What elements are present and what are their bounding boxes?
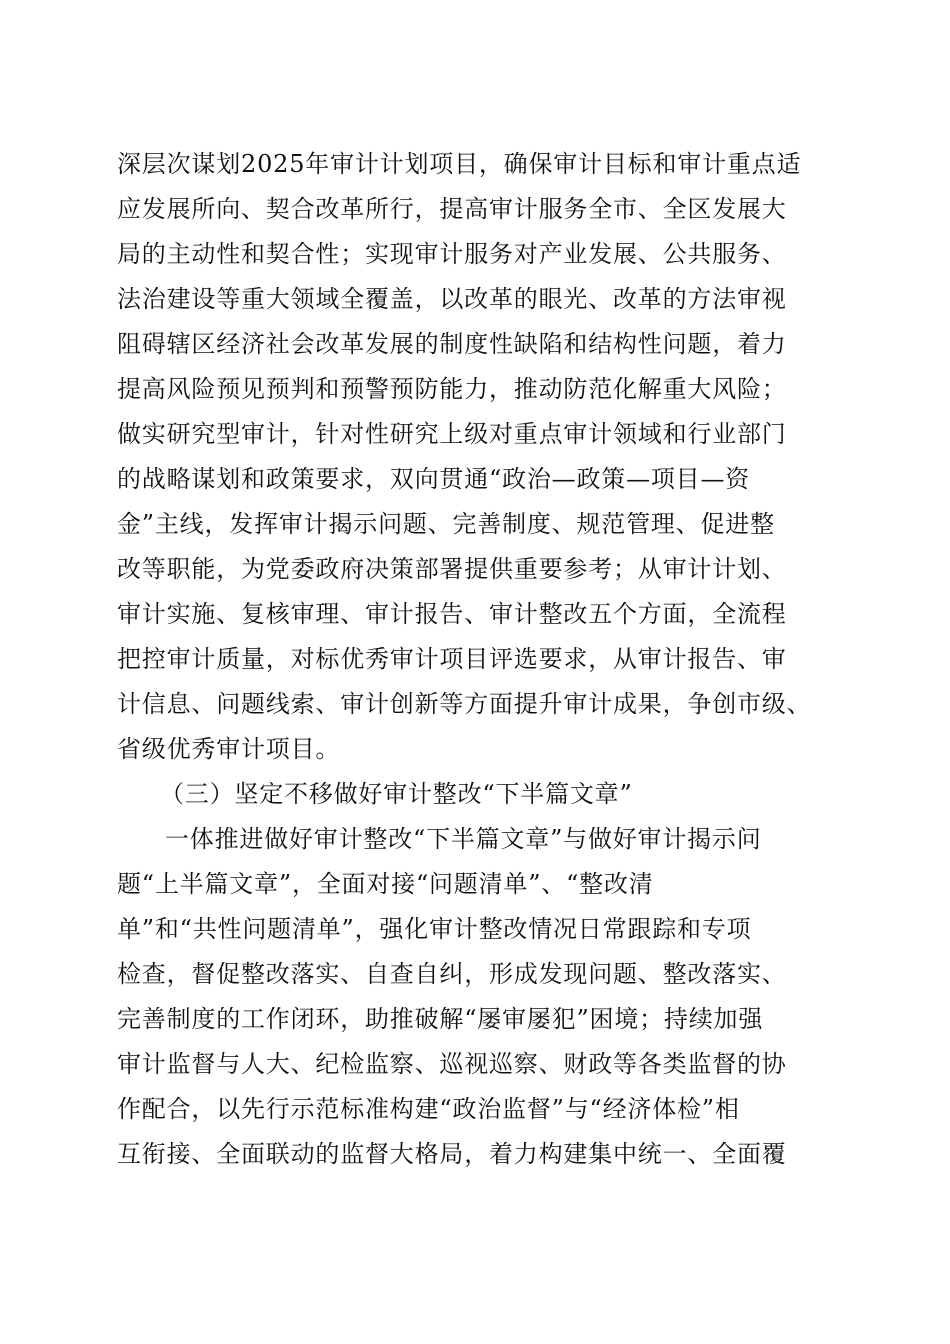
paragraph-line: 阻碍辖区经济社会改革发展的制度性缺陷和结构性问题，着力 [117,330,787,358]
paragraph-line: 局的主动性和契合性；实现审计服务对产业发展、公共服务、 [117,240,787,268]
paragraph-line: 审计实施、复核审理、审计报告、审计整改五个方面，全流程 [117,600,787,628]
paragraph-line: 的战略谋划和政策要求，双向贯通“政治—政策—项目—资 [117,465,751,493]
paragraph-line: 做实研究型审计，针对性研究上级对重点审计领域和行业部门 [117,420,787,448]
paragraph-line: 作配合，以先行示范标准构建“政治监督”与“经济体检”相 [117,1095,740,1123]
paragraph-line: 提高风险预见预判和预警预防能力，推动防范化解重大风险； [117,375,787,403]
paragraph-line: 检查，督促整改落实、自查自纠，形成发现问题、整改落实、 [117,960,787,988]
paragraph-line: 计信息、问题线索、审计创新等方面提升审计成果，争创市级、 [117,690,812,718]
paragraph-line: 单”和“共性问题清单”，强化审计整改情况日常跟踪和专项 [117,915,752,943]
paragraph-line: 一体推进做好审计整改“下半篇文章”与做好审计揭示问 [165,825,762,853]
paragraph-line: 把控审计质量，对标优秀审计项目评选要求，从审计报告、审 [117,645,787,673]
paragraph-line: 互衔接、全面联动的监督大格局，着力构建集中统一、全面覆 [117,1140,787,1168]
paragraph-line: 改等职能，为党委政府决策部署提供重要参考；从审计计划、 [117,555,787,583]
paragraph-line: 题“上半篇文章”，全面对接“问题清单”、“整改清 [117,870,654,898]
paragraph-line: 省级优秀审计项目。 [117,735,341,763]
paragraph-line: 法治建设等重大领域全覆盖，以改革的眼光、改革的方法审视 [117,285,787,313]
paragraph-line: 审计监督与人大、纪检监察、巡视巡察、财政等各类监督的协 [117,1050,787,1078]
section-heading: （三）坚定不移做好审计整改“下半篇文章” [160,780,633,808]
paragraph-line: 金”主线，发挥审计揭示问题、完善制度、规范管理、促进整 [117,510,775,538]
paragraph-line: 应发展所向、契合改革所行，提高审计服务全市、全区发展大 [117,195,787,223]
paragraph-line: 深层次谋划2025年审计计划项目，确保审计目标和审计重点适 [117,150,802,178]
paragraph-line: 完善制度的工作闭环，助推破解“屡审屡犯”困境；持续加强 [117,1005,764,1033]
